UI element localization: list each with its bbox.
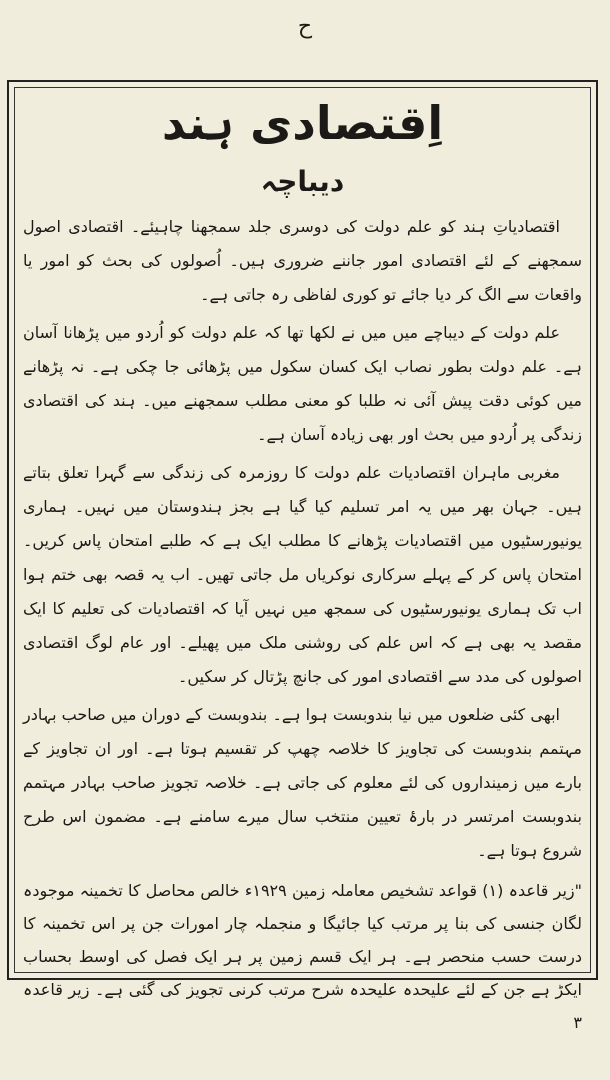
page-number: ح [297, 14, 313, 39]
paragraph-2: علم دولت کے دیباچے میں میں نے لکھا تھا کہ علم دولت کو اُردو میں پڑھانا آسان ہے۔ علم دولت بطور نصاب ایک کسان سکول میں پڑھائی جا چکی ہے۔ نہ پڑھانے میں کوئی دقت پیش آئی نہ طلبا کو معنی مطلب سمجھنے میں۔ ہند کی اقتصادی زندگی پر اُردو میں بحث اور بھی زیادہ آسان ہے۔ [23, 323, 582, 444]
paragraph-3: مغربی ماہران اقتصادیات علم دولت کا روزمرہ کی زندگی سے گہرا تعلق بتاتے ہیں۔ جہان بھر میں یہ امر تسلیم کیا گیا ہے بجز ہندوستان میں نہیں۔ ہماری یونیورسٹیوں میں اقتصادیات پڑھانے کا مطلب ایک ہے کہ طلبے امتحان پاس کریں۔ امتحان پاس کر کے پہلے سرکاری نوکریاں مل جاتی تھیں۔ اب یہ قصہ بھی ختم ہوا اب تک ہماری یونیورسٹیوں کی سمجھ میں نہیں آیا کہ اقتصادیات کی تعلیم کا ایک مقصد یہ بھی ہے کہ اس علم کی روشنی ملک میں پھیلے۔ اور عام لوگ اقتصادی اصولوں کی مدد سے اقتصادی امور کی جانچ پڑتال کر سکیں۔ [23, 463, 582, 686]
section-title: دیباچہ [260, 165, 345, 198]
paragraph-4: ابھی کئی ضلعوں میں نیا بندوبست ہوا ہے۔ بندوبست کے دوران میں صاحب بہادر مہتمم بندوبست کی تجاویز کا خلاصہ چھپ کر تقسیم ہوتا ہے۔ اور ان تجاویز کے بارے میں زمینداروں کی لئے معلوم کی جاتی ہے۔ خلاصہ تجویز صاحب بہادر مہتمم بندوبست امرتسر در بارۂ تعیین منتخب سال میرے سامنے ہے۔ مضمون اس طرح شروع ہوتا ہے۔ [23, 705, 582, 860]
quoted-rule: "زیر قاعدہ (۱) قواعد تشخیص معاملہ زمین ۱۹۲۹ء خالص محاصل کا تخمینہ موجودہ لگان جنسی کی بنا پر مرتب کیا جائیگا و منجملہ چار امورات جن پر اس تخمینہ کا درست حسب منحصر ہے۔ ہر ایک قسم زمین پر ہر ایک فصل کی اوسط بحساب ایکڑ ہے جن کے لئے علیحدہ علیحدہ شرح مرتب کرنی تجویز کی گئی ہے۔ زیر قاعدہ ۳ [23, 881, 583, 1032]
paragraph-1: اقتصادیاتِ ہند کو علم دولت کی دوسری جلد سمجھنا چاہیئے۔ اقتصادی اصول سمجھنے کے لئے اقتصادی امور جاننے ضروری ہیں۔ اُصولوں کی بحث کو امور یا واقعات سے الگ کر دیا جائے تو کوری لفاظی رہ جاتی ہے۔ [23, 217, 582, 304]
book-title: اِقتصادی ہند [161, 96, 444, 150]
page-frame [7, 80, 598, 1032]
body-text [23, 210, 582, 1043]
